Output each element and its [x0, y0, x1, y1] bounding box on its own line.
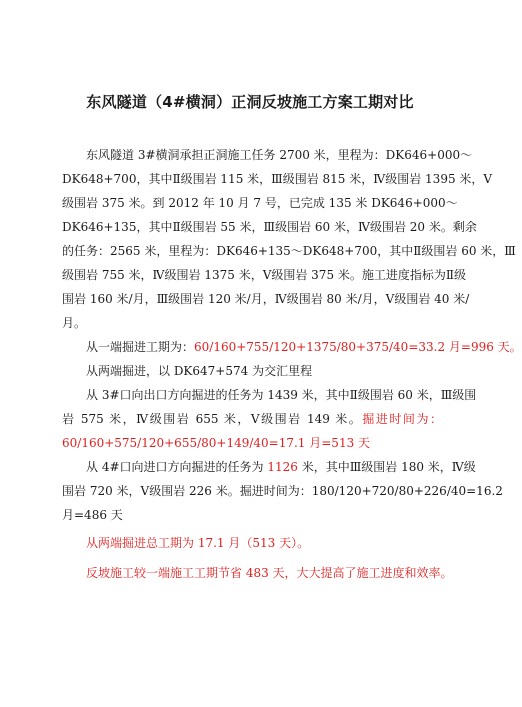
exit-direction-line [62, 412, 442, 426]
paragraph-line: 围岩 160 米/月，Ⅲ级围岩 120 米/月，Ⅳ级围岩 80 米/月，Ⅴ级围岩 40 米/ [62, 292, 470, 306]
paragraph-line: 的任务：2565 米，里程为：DK646+135～DK648+700，其中Ⅱ级围岩 60 米，Ⅲ [62, 244, 516, 258]
paragraph-line: 级围岩 755 米，Ⅳ级围岩 1375 米，Ⅴ级围岩 375 米。施工进度指标为Ⅱ级 [62, 268, 467, 282]
exit-direction-line: 从 3#口向出口方向掘进的任务为 1439 米，其中Ⅱ级围岩 60 米，Ⅲ级围 [86, 388, 477, 402]
entrance-direction-length: 1126 [267, 460, 298, 474]
paragraph-line: 东风隧道 3#横洞承担正洞施工任务 2700 米，里程为：DK646+000～ [86, 148, 473, 162]
entrance-direction-line: 围岩 720 米，Ⅴ级围岩 226 米。掘进时间为：180/120+720/80+226/40=16.2 [62, 484, 503, 498]
paragraph-line: DK646+135，其中Ⅱ级围岩 55 米，Ⅲ级围岩 60 米，Ⅳ级围岩 20 米。剩余 [62, 220, 477, 234]
one-end-prefix: 从一端掘进工期为： [86, 340, 195, 354]
entrance-direction-text: 从 4#口向进口方向掘进的任务为 [86, 460, 268, 474]
one-end-calc: 60/160+755/120+1375/80+375/40=33.2 月=996 天。 [194, 340, 522, 354]
summary-total: 从两端掘进总工期为 17.1 月（513 天）。 [86, 536, 310, 550]
summary-savings: 反坡施工较一端施工工期节省 483 天，大大提高了施工进度和效率。 [86, 566, 453, 580]
paragraph-line: 级围岩 375 米。到 2012 年 10 月 7 号，已完成 135 米 DK646+000～ [62, 196, 458, 210]
exit-direction-text: 岩 575 米，Ⅳ级围岩 655 米，Ⅴ级围岩 149 米。 [62, 412, 363, 426]
paragraph-line: DK648+700，其中Ⅱ级围岩 115 米，Ⅲ级围岩 815 米，Ⅳ级围岩 1395 米，Ⅴ [62, 172, 493, 186]
two-end-intro: 从两端掘进，以 DK647+574 为交汇里程 [86, 364, 313, 378]
one-end-line [62, 340, 522, 354]
page-title: 东风隧道（4#横洞）正洞反坡施工方案工期对比 [86, 93, 414, 111]
exit-direction-time-label: 掘进时间为： [362, 412, 442, 426]
entrance-direction-line: 月=486 天 [62, 508, 123, 522]
exit-direction-calc: 60/160+575/120+655/80+149/40=17.1 月=513 天 [62, 436, 371, 450]
entrance-direction-text: 米，其中Ⅲ级围岩 180 米，Ⅳ级 [297, 460, 476, 474]
entrance-direction-line [62, 460, 476, 474]
paragraph-line: 月。 [62, 316, 87, 330]
